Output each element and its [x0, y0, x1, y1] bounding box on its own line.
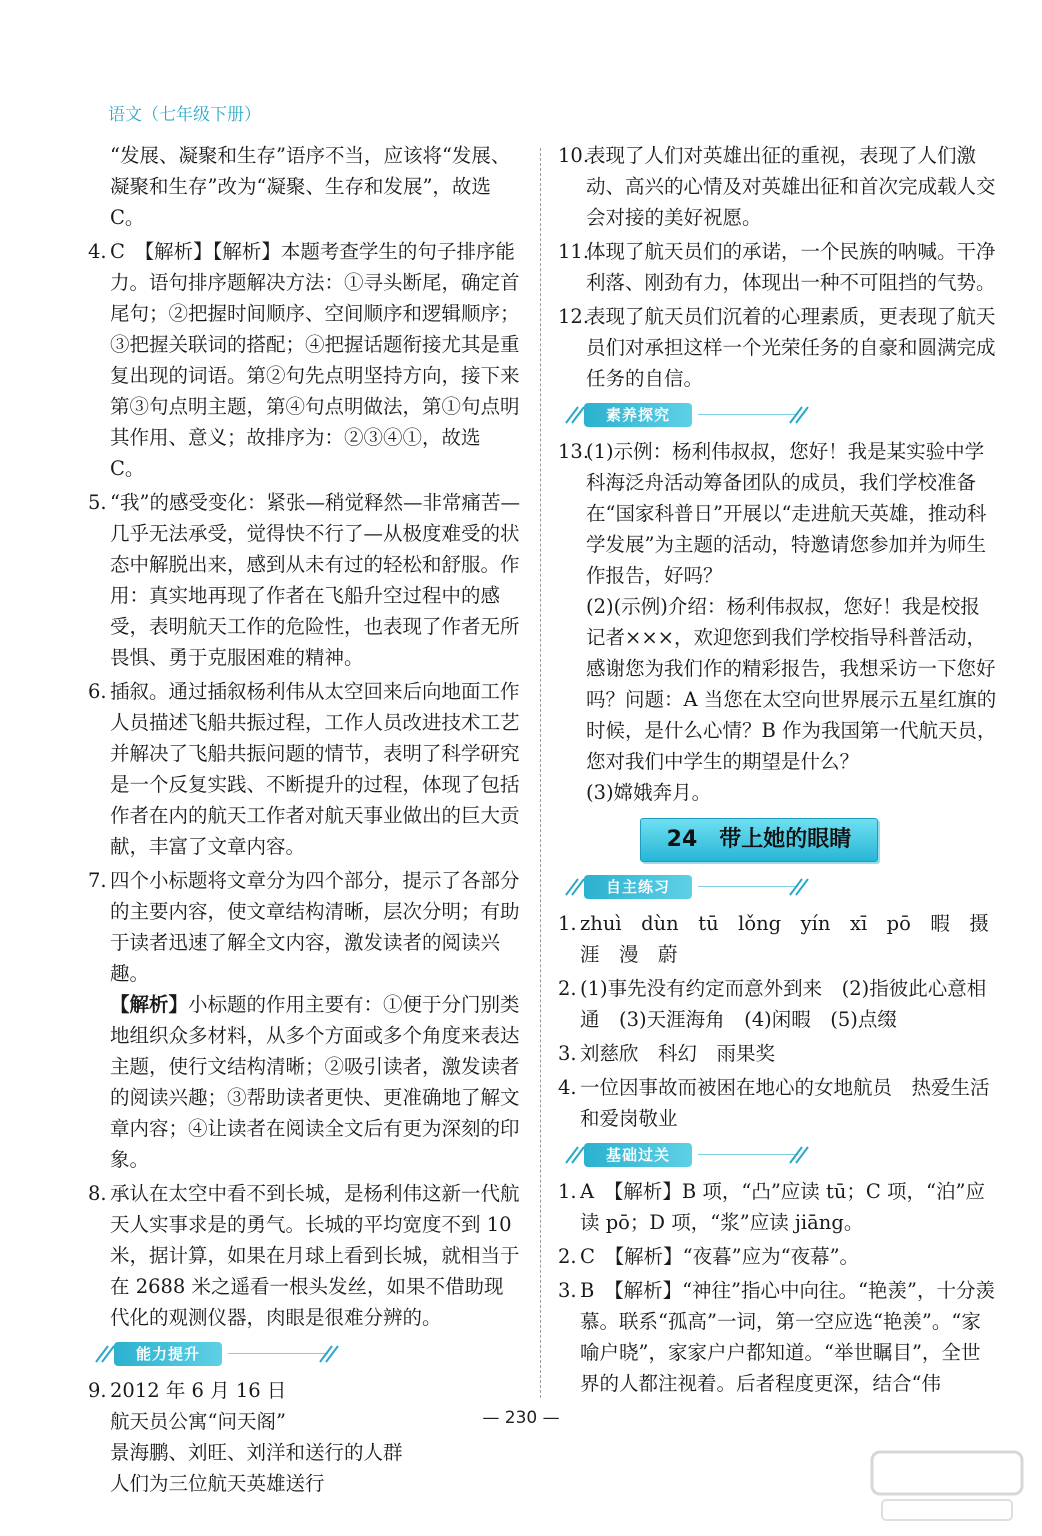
stripe-icon [564, 403, 586, 425]
answer-line: 景海鹏、刘旺、刘洋和送行的人群 [110, 1441, 403, 1464]
answer-number: 4. [558, 1076, 577, 1099]
stripe-icon [564, 875, 586, 897]
practice-3 [558, 1038, 998, 1069]
answer-12 [558, 301, 998, 394]
answer-13-part2: (2)(示例)介绍：杨利伟叔叔，您好！我是校报记者×××，欢迎您到我们学校指导科普活动，感谢您为我们作的精彩报告，我想采访一下您好吗？问题：A 当您在太空向世界展示五星红旗的时候，是什么心情？B 作为我国第一代航天员，您对我们中学生的期望是什么？ [586, 595, 997, 773]
badge-rule [228, 1353, 328, 1354]
answer-text: 四个小标题将文章分为四个部分，提示了各部分的主要内容，使文章结构清晰，层次分明；有助于读者迅速了解全文内容，激发读者的阅读兴趣。 [110, 869, 520, 985]
basics-1 [558, 1176, 998, 1238]
answer-7 [88, 865, 520, 1175]
section-badge-self-practice [558, 872, 998, 902]
answer-number: 3. [558, 1279, 577, 1302]
stripe-icon [318, 1342, 340, 1364]
left-column [88, 140, 520, 1502]
answer-10 [558, 140, 998, 233]
answer-text: zhuì dùn tū lǒng yín xī pō 暇 摄 涯 漫 蔚 [580, 912, 1009, 966]
stripe-icon [788, 1143, 810, 1165]
answer-number: 11. [558, 240, 590, 263]
answer-number: 12. [558, 305, 590, 328]
lesson-number: 24 [666, 827, 698, 852]
page-number: — 230 — [482, 1408, 560, 1428]
answer-number: 6. [88, 680, 107, 703]
right-column [558, 140, 1009, 1402]
practice-4 [558, 1072, 998, 1134]
answer-text: (1)事先没有约定而意外到来 (2)指彼此心意相通 (3)天涯海角 (4)闲暇 (5)点缀 [580, 977, 987, 1031]
answer-13-part3: (3)嫦娥奔月。 [586, 781, 712, 804]
answer-number: 9. [88, 1379, 107, 1402]
answer-number: 1. [558, 912, 577, 935]
practice-2 [558, 973, 998, 1035]
answer-line: 2012 年 6 月 16 日 [110, 1379, 287, 1402]
answer-text: 承认在太空中看不到长城，是杨利伟这新一代航天人实事求是的勇气。长城的平均宽度不到 10 米，据计算，如果在月球上看到长城，就相当于在 2688 米之遥看一根头发丝，如果不借助现代化的观测仪器，肉眼是很难分辨的。 [110, 1182, 520, 1329]
basics-3 [558, 1275, 998, 1399]
answer-9 [88, 1375, 520, 1499]
answer-text: A 【解析】B 项，“凸”应读 tū；C 项，“泊”应读 pō；D 项，“浆”应读 jiāng。 [580, 1180, 985, 1234]
column-divider [540, 148, 541, 1398]
answer-text: C 【解析】“夜暮”应为“夜幕”。 [580, 1245, 860, 1268]
section-title: 能力提升 [114, 1342, 222, 1366]
answer-number: 1. [558, 1180, 577, 1203]
stripe-icon [788, 403, 810, 425]
section-title: 基础过关 [584, 1143, 692, 1167]
answer-number: 7. [88, 869, 107, 892]
answer-8 [88, 1178, 520, 1333]
section-title: 素养探究 [584, 403, 692, 427]
section-badge-literacy [558, 400, 998, 430]
answer-number: 3. [558, 1042, 577, 1065]
answer-13-part1: (1)示例：杨利伟叔叔，您好！我是某实验中学科海泛舟活动筹备团队的成员，我们学校准备在“国家科普日”开展以“走进航天英雄，推动科学发展”为主题的活动，特邀请您参加并为师生作报告，好吗？ [586, 440, 987, 587]
section-title: 自主练习 [584, 875, 692, 899]
answer-text: 表现了人们对英雄出征的重视，表现了人们激动、高兴的心情及对英雄出征和首次完成载人交会对接的美好祝愿。 [586, 144, 996, 229]
answer-number: 8. [88, 1182, 107, 1205]
q3-continuation: “发展、凝聚和生存”语序不当，应该将“发展、凝聚和生存”改为“凝聚、生存和发展”，故选 C。 [110, 144, 511, 229]
answer-text: 表现了航天员们沉着的心理素质，更表现了航天员们对承担这样一个光荣任务的自豪和圆满完成任务的自信。 [586, 305, 996, 390]
answer-text: “我”的感受变化：紧张—稍觉释然—非常痛苦—几乎无法承受，觉得快不行了—从极度难受的状态中解脱出来，感到从未有过的轻松和舒服。作用：真实地再现了作者在飞船升空过程中的感受，表明航天工作的危险性，也表现了作者无所畏惧、勇于克服困难的精神。 [110, 491, 520, 669]
answer-line: 人们为三位航天英雄送行 [110, 1472, 325, 1495]
answer-text: 刘慈欣 科幻 雨果奖 [580, 1042, 776, 1065]
badge-rule [698, 886, 798, 887]
answer-number: 2. [558, 977, 577, 1000]
analysis-tag: 【解析】 [110, 993, 189, 1016]
answer-4 [88, 236, 520, 484]
answer-text: 体现了航天员们的承诺，一个民族的呐喊。干净利落、刚劲有力，体现出一种不可阻挡的气势。 [586, 240, 996, 294]
answer-13 [558, 436, 998, 808]
answer-text: B 【解析】“神往”指心中向往。“艳羡”，十分羡慕。联系“孤高”一词，第一空应选“艳羡”。“家喻户晓”，家家户户都知道。“举世瞩目”，全世界的人都注视着。后者程度更深，结合“伟 [580, 1279, 995, 1395]
section-badge-ability [88, 1339, 520, 1369]
answer-6 [88, 676, 520, 862]
answer-number: 10. [558, 144, 590, 167]
lesson-title-banner [640, 818, 878, 862]
analysis-text: 小标题的作用主要有：①便于分门别类地组织众多材料，从多个方面或多个角度来表达主题，使行文结构清晰；②吸引读者，激发读者的阅读兴趣；③帮助读者更快、更准确地了解文章内容；④让读者在阅读全文后有更为深刻的印象。 [110, 993, 520, 1171]
answer-number: 5. [88, 491, 107, 514]
answer-line: 航天员公寓“问天阁” [110, 1410, 286, 1433]
answer-number: 2. [558, 1245, 577, 1268]
answer-text: C 【解析】【解析】本题考查学生的句子排序能力。语句排序题解决方法：①寻头断尾，确定首尾句；②把握时间顺序、空间顺序和逻辑顺序；③把握关联词的搭配；④把握话题衔接尤其是重复出现的词语。第②句先点明坚持方向，接下来第③句点明主题，第④句点明做法，第①句点明其作用、意义；故排序为：②③④①，故选 C。 [110, 240, 520, 480]
answer-7-note [110, 989, 520, 1175]
answer-number: 13. [558, 440, 590, 463]
stripe-icon [564, 1143, 586, 1165]
badge-rule [698, 414, 798, 415]
answer-11 [558, 236, 998, 298]
basics-2 [558, 1241, 998, 1272]
section-badge-basics [558, 1140, 998, 1170]
subject-header: 语文（七年级下册） [108, 105, 261, 125]
badge-rule [698, 1154, 798, 1155]
answer-number: 4. [88, 240, 107, 263]
stripe-icon [94, 1342, 116, 1364]
stripe-icon [788, 875, 810, 897]
answer-5 [88, 487, 520, 673]
answer-text: 一位因事故而被困在地心的女地航员 热爱生活和爱岗敬业 [580, 1076, 990, 1130]
lesson-title: 带上她的眼睛 [719, 827, 852, 852]
practice-1 [558, 908, 1009, 970]
watermark-logo-icon [868, 1446, 1028, 1526]
answer-text: 插叙。通过插叙杨利伟从太空回来后向地面工作人员描述飞船共振过程，工作人员改进技术工艺并解决了飞船共振问题的情节，表明了科学研究是一个反复实践、不断提升的过程，体现了包括作者在内的航天工作者对航天事业做出的巨大贡献，丰富了文章内容。 [110, 680, 520, 858]
